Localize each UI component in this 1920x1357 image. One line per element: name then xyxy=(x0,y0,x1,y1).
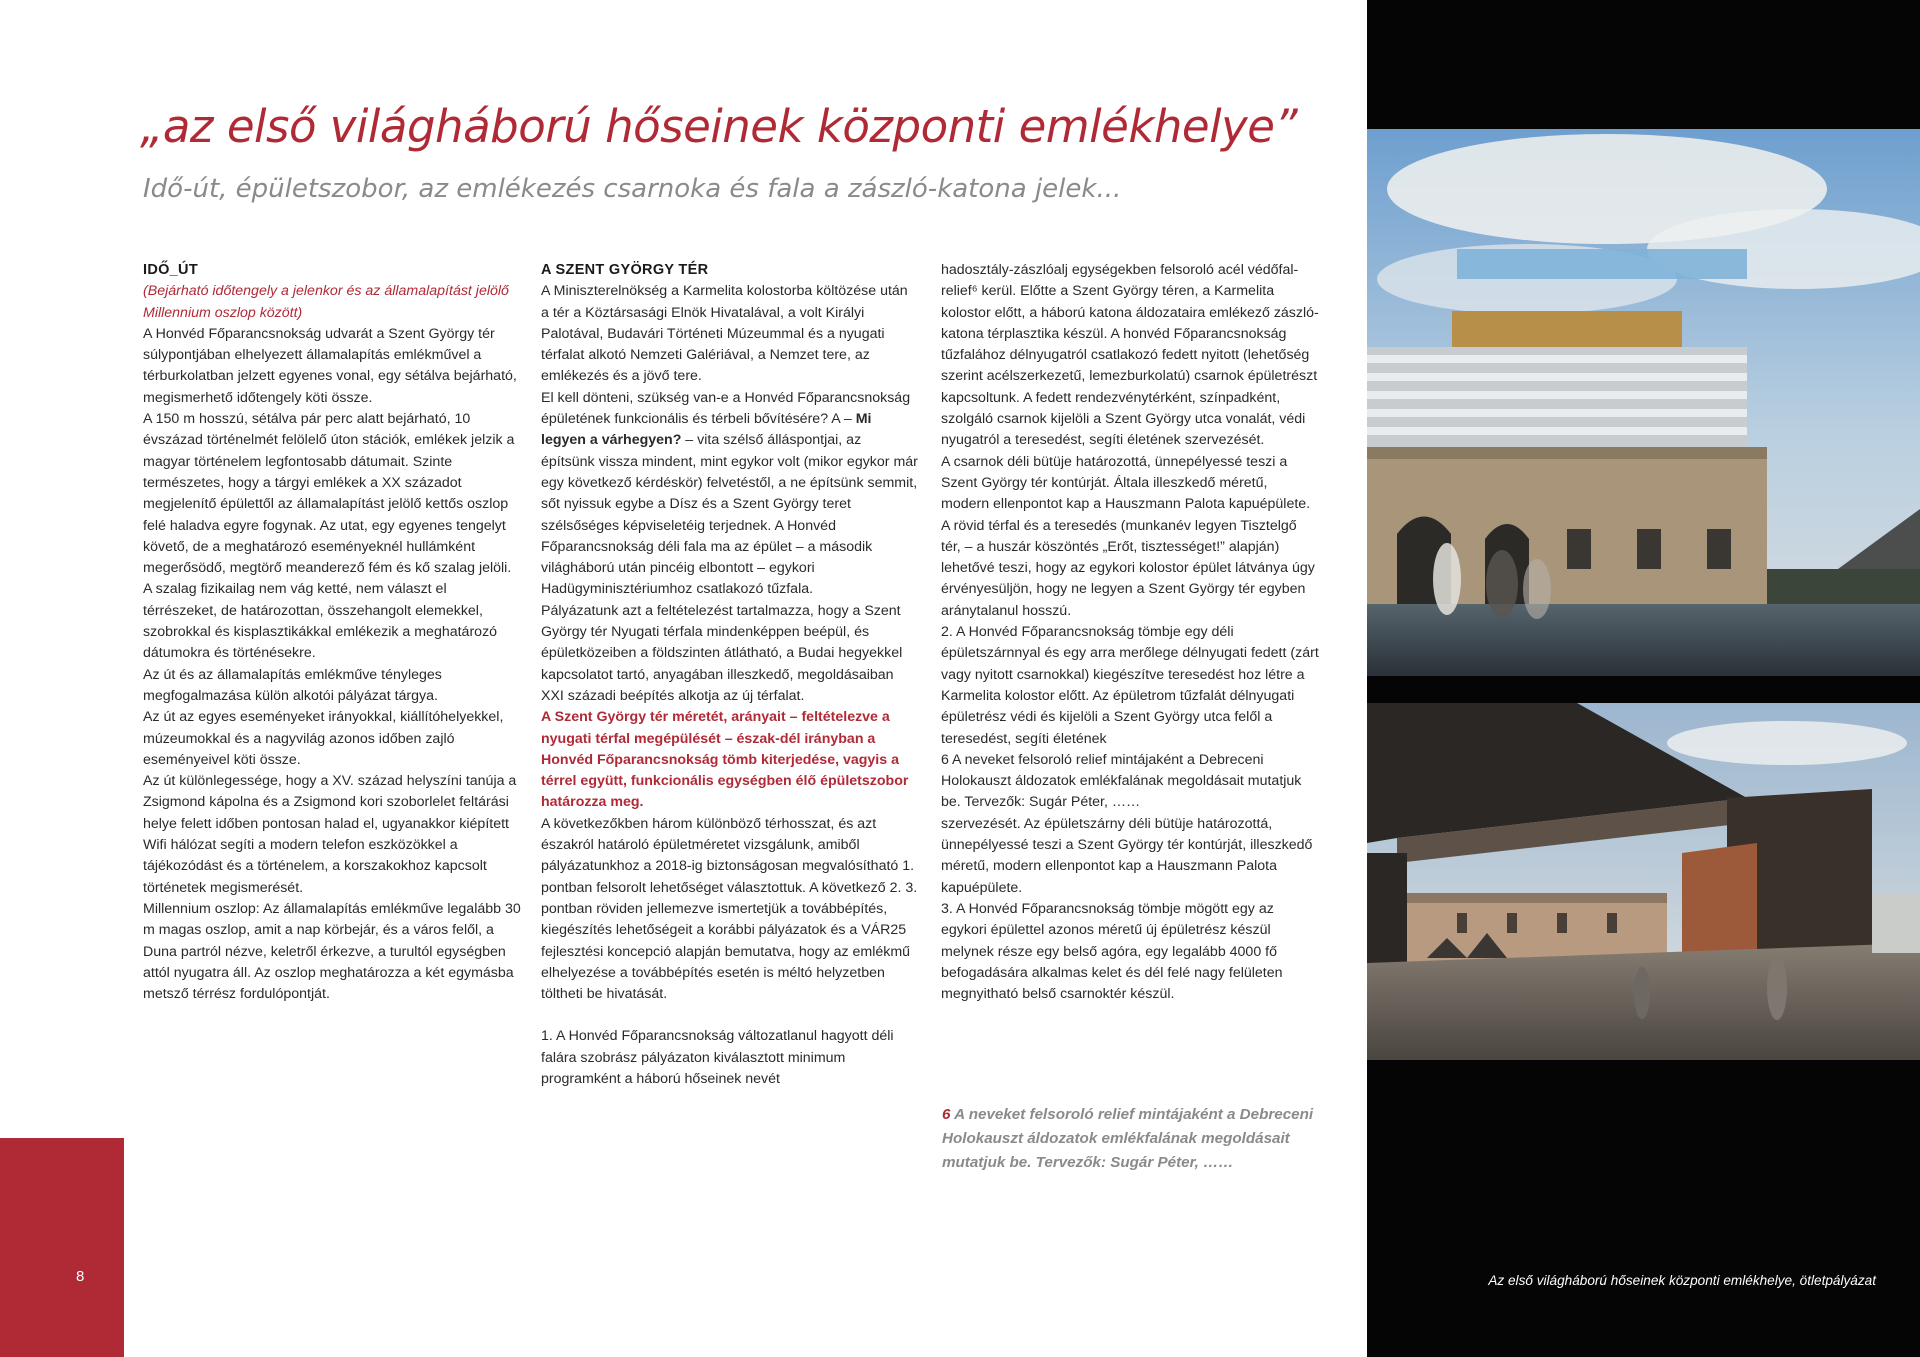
paragraph-text: El kell dönteni, szükség van-e a Honvéd Főparancsnokság épületének funkcionális és térbeli bővítésére? A – xyxy=(541,389,911,428)
emphasis-question: Mi legyen a várhegyen? xyxy=(541,411,872,449)
page-number-block xyxy=(0,1138,124,1357)
paragraph: Az út különlegessége, hogy a XV. század helyszíni tanúja a Zsigmond kápolna és a Zsigmond kori szoborlelet feltárási helye felett időben pontosan halad el, ugyanakkor kiépített Wifi hálózat segíti a modern telefon eszközökkel a tájékozódást és a történelem, a korszakokhoz kapcsolt történetek megismerését. xyxy=(143,773,517,896)
caption-number: 6 xyxy=(942,1106,951,1123)
paragraph-gap xyxy=(541,1005,918,1026)
paragraph: Az út és az államalapítás emlékműve tényleges megfogalmazása külön alkotói pályázat tárgya. xyxy=(143,666,442,704)
paragraph: A 150 m hosszú, sétálva pár perc alatt bejárható, 10 évszázad történelmét felölelő úton stációk, emlékek jelzik a magyar történelem legfontosabb dátumait. Szinte természetes, hogy a tárgyi emlékek a XX századot megjelenítő épülettől az államalapítást jelölő kettős oszlop felé haladva egyre fogynak. Az utat, egy egyenes tengelyt követő, de a meghatározó eseményeknél hullámként megerősödő, megtörő meanderező fém és kő szalag jelöli. A szalag fizikailag nem vág ketté, nem választ el térrészeket, de határozottan, összehangolt elemekkel, szobrokkal és kisplasztikákkal emlékezik a meghatározó dátumokra és történésekre. xyxy=(143,411,515,662)
page-number: 8 xyxy=(76,1268,85,1285)
paragraph: Pályázatunk azt a feltételezést tartalmazza, hogy a Szent György tér Nyugati térfala mindenképpen beépül, és épületközeiben a földszinten átlátható, a Budai hegyekkel kapcsolatot tartó, anyagában illeszkedő, megoldásaiban XXI századi beépítés alkotja az új térfalat. xyxy=(541,602,903,704)
highlighted-paragraph: A Szent György tér méretét, arányait – feltételezve a nyugati térfal megépülését – észak-dél irányban a Honvéd Főparancsnokság tömb kiterjedése, vagyis a térrel együtt, funkcionális egységben élő épületszobor határozza meg. xyxy=(541,709,909,811)
paragraph: A Miniszterelnökség a Karmelita kolostorba költözése után a tér a Köztársasági Elnök Hivatalával, a volt Királyi Palotával, Budavári Történeti Múzeummal és a nyugati térfalat alkotó Nemzeti Galériával, a Nemzet tere, az emlékezés és a jövő tere. xyxy=(541,283,908,385)
paragraph: 1. A Honvéd Főparancsnokság változatlanul hagyott déli falára szobrász pályázaton kiválasztott minimum programként a háború hőseinek nevét xyxy=(541,1028,894,1087)
paragraph: A csarnok déli bütüje határozottá, ünnepélyessé teszi a Szent György tér kontúrját. Általa illeszkedő méretű, modern ellenpontot kap a Hauszmann Palota kapuépülete. A rövid térfal és a teresedés (munkanév legyen Tisztelgő tér, – a huszár köszöntés „Erőt, tisztességet!” alapján) lehetővé teszi, hogy az egykori kolostor épület látványa úgy érvényesüljön, hogy ne legyen a Szent György tér egyben aránytalanul hosszú. xyxy=(941,453,1315,619)
building-rendering-image xyxy=(1367,129,1920,676)
paragraph-text: – vita szélső álláspontjai, az építsünk vissza mindent, mint egykor volt (mikor egykor már egy következő kérdéskör) felvetéstől, a ne építsünk semmit, sőt nyissuk egybe a Dísz és a Szent György teret szélsőséges képviseletéig terjednek. A Honvéd Főparancsnokság déli fala ma az épület – a második világháború után pincéig elbontott – egykori Hadügyminisztériumhoz csatlakozó tűzfala. xyxy=(541,432,918,598)
section-intro: (Bejárható időtengely a jelenkor és az államalapítást jelölő Millennium oszlop között) xyxy=(143,283,509,321)
page-subtitle: Idő-út, épületszobor, az emlékezés csarnoka és fala a zászló-katona jelek... xyxy=(143,174,1122,204)
page-title: „az első világháború hőseinek központi emlékhelye” xyxy=(140,100,1298,153)
column-continued xyxy=(941,260,1319,1005)
hall-rendering-svg xyxy=(1367,703,1920,1060)
paragraph: szervezését. Az épületszárny déli bütüje határozottá, ünnepélyessé teszi a Szent György tér kontúrját, illeszkedő méretű, modern ellenpontot kap a Hauszmann Palota kapuépülete. xyxy=(941,815,1313,896)
paragraph: 3. A Honvéd Főparancsnokság tömbje mögött egy az egykori épülettel azonos méretű új épületrész készül melynek része egy belső agóra, egy legalább 4000 fő befogadására alkalmas kelet és dél felé nagy felületen megnyitható belső csarnoktér készül. xyxy=(941,900,1283,1003)
column-szent-gyorgy-ter xyxy=(541,260,918,1090)
paragraph: hadosztály-zászlóalj egységekben felsoroló acél védőfal-relief⁶ kerül. Előtte a Szent György téren, a Karmelita kolostor előtt, a háború katona áldozataira emlékező zászló-katona térplasztika készül. A honvéd Főparancsnokság tűzfalához délnyugatról csatlakozó fedett nyitott (lehetőség szerint acélszerkezetű, lemezburkolatú) csarnok épületrészt kapcsoltunk. A fedett rendezvénytérként, színpadként, szolgáló csarnok kijelöli a Szent György utca vonalát, védi nyugatról a teresedést, segíti életének szervezését. xyxy=(941,262,1319,449)
caption-text: A neveket felsoroló relief mintájaként a Debreceni Holokauszt áldozatok emlékfalának megoldásait mutatjuk be. Tervezők: Sugár Péter, …… xyxy=(942,1106,1314,1171)
section-heading-ido-ut: IDŐ_ÚT xyxy=(143,262,198,278)
running-footer-title: Az első világháború hőseinek központi emlékhelye, ötletpályázat xyxy=(1488,1273,1876,1288)
footnote-inline: 6 A neveket felsoroló relief mintájaként a Debreceni Holokauszt áldozatok emlékfalának megoldásait mutatjuk be. Tervezők: Sugár Péter, …… xyxy=(941,751,1302,811)
building-rendering-svg xyxy=(1367,129,1920,676)
paragraph: Az út az egyes eseményeket irányokkal, kiállítóhelyekkel, múzeumokkal és a nagyvilág azonos időben zajló eseményeivel köti össze. xyxy=(143,709,504,768)
column-ido-ut xyxy=(143,260,521,1005)
paragraph: Millennium oszlop: Az államalapítás emlékműve legalább 30 m magas oszlop, amit a nap körbejár, és a város felől, a Duna partról nézve, keletről érkezve, a turultól egységben attól nyugatra áll. Az oszlop meghatározza a két egymásba metsző térrész fordulópontját. xyxy=(143,900,521,1003)
paragraph: 2. A Honvéd Főparancsnokság tömbje egy déli épületszárnnyal és egy arra merőlege délnyugati fedett (zárt vagy nyitott csarnokkal) kiegészítve teresedést hoz létre a Karmelita kolostor előtt. Az épületrom tűzfalát délnyugati épületrész védi és kijelöli a Szent György utca felől a teresedést, segíti életének xyxy=(941,624,1319,747)
paragraph: A Honvéd Főparancsnokság udvarát a Szent György tér súlypontjában elhelyezett államalapítás emlékművel a térburkolatban jelzett egyenes vonal, egy sétálva bejárható, megismerhető időtengely köti össze. xyxy=(143,325,517,406)
hall-rendering-image xyxy=(1367,703,1920,1060)
section-heading-szent-gyorgy-ter: A SZENT GYÖRGY TÉR xyxy=(541,262,709,278)
paragraph xyxy=(541,388,918,601)
image-caption xyxy=(942,1103,1322,1175)
paragraph: A következőkben három különböző térhosszat, és azt északról határoló épületméretet vizsgálunk, amiből pályázatunkhoz a 2018-ig biztonságosan megvalósítható 1. pontban felsorolt lehetőséget választottuk. A következő 2. 3. pontban röviden jellemezve ismertetjük a továbbépítés, kiegészítés lehetőségeit a korábbi pályázatok és a VÁR25 fejlesztési koncepció alapján bemutatva, hogy az emlékmű elhelyezése a továbbépítés esetén is méltó helyzetben töltheti be hivatását. xyxy=(541,815,918,1003)
